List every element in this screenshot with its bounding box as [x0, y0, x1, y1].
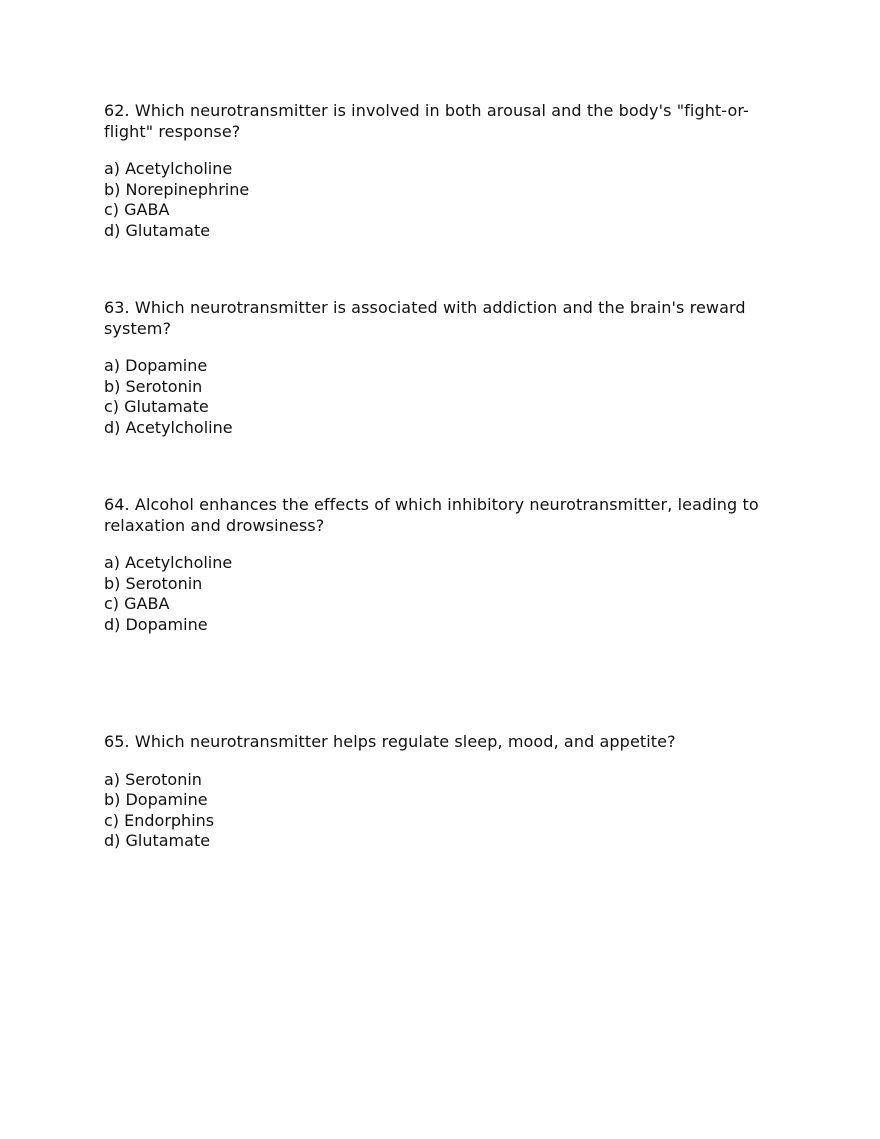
- answer-options: [104, 159, 776, 241]
- option-c: c) Glutamate: [104, 397, 209, 416]
- question-text: 65. Which neurotransmitter helps regulate sleep, mood, and appetite?: [104, 732, 676, 751]
- option-d: d) Glutamate: [104, 220, 211, 240]
- option-c: c) Endorphins: [104, 810, 215, 830]
- answer-options: [104, 356, 776, 438]
- question-text: 63. Which neurotransmitter is associated with addiction and the brain's reward system?: [104, 298, 746, 338]
- option-a: a) Acetylcholine: [104, 159, 233, 178]
- option-a: a) Dopamine: [104, 356, 208, 375]
- option-d: d) Acetylcholine: [104, 417, 233, 437]
- option-d: d) Dopamine: [104, 614, 208, 634]
- option-b: b) Serotonin: [104, 376, 203, 396]
- question-text: 64. Alcohol enhances the effects of which inhibitory neurotransmitter, leading to relaxation and drowsiness?: [104, 495, 759, 535]
- option-a: a) Acetylcholine: [104, 553, 233, 572]
- question-64: [104, 495, 776, 635]
- question-62: [104, 101, 776, 241]
- option-c: c) GABA: [104, 200, 170, 219]
- question-text: 62. Which neurotransmitter is involved in both arousal and the body's "fight-or-flight" response?: [104, 101, 749, 141]
- option-b: b) Dopamine: [104, 790, 208, 809]
- question-65: [104, 732, 776, 852]
- option-a: a) Serotonin: [104, 769, 202, 789]
- option-b: b) Norepinephrine: [104, 179, 250, 199]
- option-c: c) GABA: [104, 594, 170, 613]
- answer-options: [104, 770, 776, 852]
- question-63: [104, 298, 776, 438]
- option-b: b) Serotonin: [104, 573, 203, 593]
- option-d: d) Glutamate: [104, 831, 211, 850]
- answer-options: [104, 553, 776, 635]
